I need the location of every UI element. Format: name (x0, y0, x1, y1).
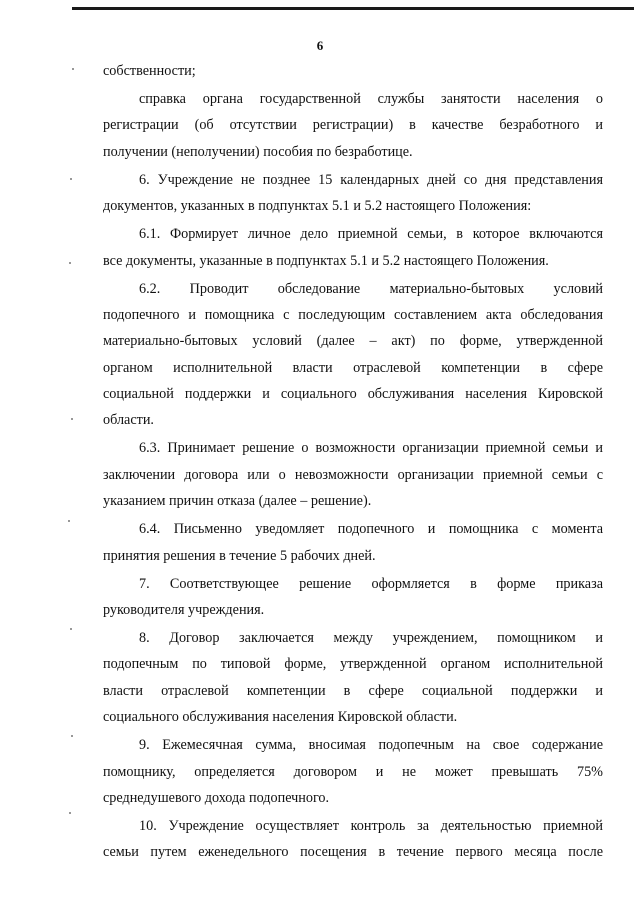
text-line: социальной поддержки и социального обслуживания населения Кировской (103, 386, 603, 403)
paragraph (103, 221, 603, 274)
paragraph (103, 732, 603, 811)
text-line: указанием причин отказа (далее – решение). (103, 493, 372, 510)
text-line: заключении договора или о невозможности организации приемной семьи с (103, 466, 603, 483)
text-line: 7. Соответствующее решение оформляется в форме приказа (139, 575, 603, 592)
scan-speckle (71, 418, 73, 420)
text-line: документов, указанных в подпунктах 5.1 и 5.2 настоящего Положения: (103, 198, 532, 215)
paragraph (103, 813, 603, 866)
text-line: руководителя учреждения. (103, 601, 265, 618)
text-line: принятия решения в течение 5 рабочих дней. (103, 547, 376, 564)
text-line: 9. Ежемесячная сумма, вносимая подопечным на свое содержание (139, 737, 603, 754)
text-line: среднедушевого дохода подопечного. (103, 789, 330, 806)
text-line: подопечного и помощника с последующим составлением акта обследования (103, 306, 603, 323)
text-line: 6.3. Принимает решение о возможности организации приемной семьи и (139, 440, 603, 457)
paragraph (103, 516, 603, 569)
text-line: социального обслуживания населения Кировской области. (103, 709, 458, 726)
text-line: собственности; (103, 63, 196, 79)
text-line: материально-бытовых условий (далее – акт) по форме, утвержденной (103, 333, 603, 350)
text-line: 6.1. Формирует личное дело приемной семьи, в которое включаются (139, 226, 603, 243)
page-number: 6 (316, 38, 324, 53)
text-line: справка органа государственной службы занятости населения о (139, 90, 603, 107)
text-line: органом исполнительной власти отраслевой компетенции в сфере (103, 359, 603, 376)
text-line: все документы, указанные в подпунктах 5.1 и 5.2 настоящего Положения. (103, 252, 549, 269)
text-line: помощнику, определяется договором и не может превышать 75% (103, 763, 603, 780)
paragraph (103, 276, 603, 434)
document-body (103, 58, 603, 867)
paragraph (103, 571, 603, 624)
text-line: 10. Учреждение осуществляет контроль за деятельностью приемной (139, 817, 603, 834)
text-line: семьи путем еженедельного посещения в течение первого месяца после (103, 844, 603, 861)
scan-speckle (72, 68, 74, 70)
top-border-line (72, 7, 634, 10)
text-line: 6. Учреждение не позднее 15 календарных дней со дня представления (139, 171, 603, 188)
scan-speckle (70, 178, 72, 180)
scan-speckle (69, 812, 71, 814)
scan-speckle (69, 262, 71, 264)
scan-speckle (70, 628, 72, 630)
scan-speckle (68, 520, 70, 522)
text-line: области. (103, 412, 154, 429)
text-line: власти отраслевой компетенции в сфере социальной поддержки и (103, 682, 603, 699)
text-line: 8. Договор заключается между учреждением, помощником и (139, 629, 603, 646)
text-line: 6.4. Письменно уведомляет подопечного и помощника с момента (139, 521, 603, 538)
text-line: получении (неполучении) пособия по безработице. (103, 143, 413, 160)
scan-speckle (71, 735, 73, 737)
paragraph (103, 167, 603, 220)
paragraph (103, 86, 603, 165)
text-line: 6.2. Проводит обследование материально-бытовых условий (139, 280, 603, 297)
paragraph (103, 625, 603, 731)
text-line: подопечным по типовой форме, утвержденной органом исполнительной (103, 656, 603, 673)
paragraph (103, 435, 603, 514)
paragraph (103, 58, 603, 84)
text-line: регистрации (об отсутствии регистрации) в качестве безработного и (103, 117, 603, 134)
